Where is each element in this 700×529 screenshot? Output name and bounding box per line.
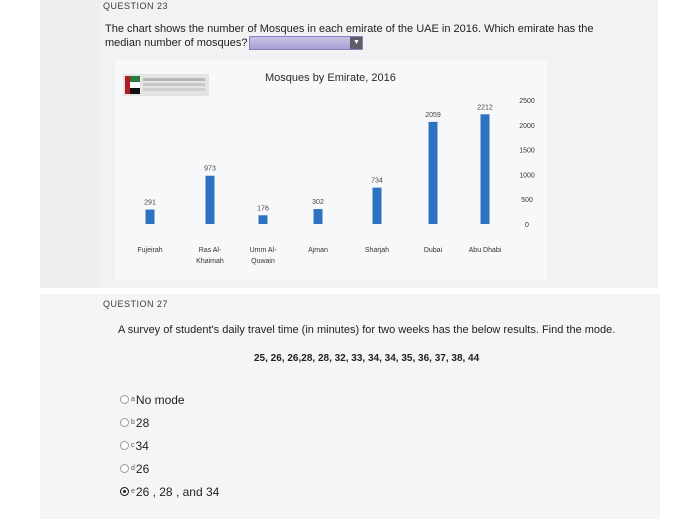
category-label: Abu Dhabi xyxy=(468,247,502,254)
y-tick-label: 1000 xyxy=(519,172,535,180)
bar-umm-al-quwain xyxy=(259,215,268,224)
option-text: 26 , 28 , and 34 xyxy=(135,484,220,499)
option-text: 26 xyxy=(135,461,150,476)
category-label: Quwain xyxy=(251,258,275,265)
page-margin xyxy=(0,0,40,529)
option-d[interactable] xyxy=(120,457,219,480)
option-b[interactable] xyxy=(120,411,219,434)
radio-button[interactable] xyxy=(120,395,129,404)
data-label: 973 xyxy=(204,165,216,173)
radio-button[interactable] xyxy=(120,441,129,450)
chart-plot xyxy=(115,60,547,280)
data-label: 176 xyxy=(257,205,269,213)
option-e[interactable] xyxy=(120,480,219,503)
radio-button[interactable] xyxy=(120,464,129,473)
bar-abu-dhabi xyxy=(481,114,490,224)
category-label: Khaimah xyxy=(196,258,224,265)
chevron-down-icon[interactable]: ▼ xyxy=(350,37,362,49)
question-23-label: QUESTION 23 xyxy=(103,1,169,11)
data-label: 2212 xyxy=(477,104,493,112)
data-label: 2059 xyxy=(425,111,441,119)
radio-button[interactable] xyxy=(120,487,129,496)
y-tick-label: 1500 xyxy=(519,147,535,155)
option-text: 34 xyxy=(135,438,149,453)
y-tick-label: 2000 xyxy=(519,122,535,130)
option-a[interactable] xyxy=(120,388,219,411)
option-letter: b xyxy=(131,419,135,426)
category-label: Sharjah xyxy=(364,247,390,254)
answer-dropdown[interactable] xyxy=(249,36,363,50)
radio-button[interactable] xyxy=(120,418,129,427)
y-tick-label: 500 xyxy=(521,197,533,205)
option-text: No mode xyxy=(135,392,185,407)
bar-dubai xyxy=(429,122,438,224)
bar-fujeirah xyxy=(146,210,155,224)
category-label: Fujeirah xyxy=(137,247,163,254)
data-label: 302 xyxy=(312,199,324,207)
category-label: Umm Al- xyxy=(249,247,277,254)
bar-ras-al-khaimah xyxy=(206,176,215,224)
answer-options xyxy=(120,388,219,503)
option-letter: d xyxy=(131,465,135,472)
option-letter: c xyxy=(131,442,135,449)
bar-ajman xyxy=(314,209,323,224)
y-tick-label: 0 xyxy=(525,222,529,229)
bar-sharjah xyxy=(373,188,382,224)
category-label: Dubai xyxy=(423,247,443,254)
option-letter: e xyxy=(131,488,135,495)
category-label: Ajman xyxy=(308,247,328,254)
question-27-label: QUESTION 27 xyxy=(103,299,169,309)
option-text: 28 xyxy=(135,415,150,430)
y-tick-label: 2500 xyxy=(519,98,535,105)
question-23-text xyxy=(105,22,625,50)
mosques-chart xyxy=(115,60,547,280)
data-label: 734 xyxy=(371,177,383,185)
page-bottom-margin xyxy=(0,519,700,529)
left-gutter xyxy=(40,0,100,294)
option-c[interactable] xyxy=(120,434,219,457)
question-23-prompt: The chart shows the number of Mosques in each emirate of the UAE in 2016. Which emirate has the median number of mosques? xyxy=(105,23,594,49)
question-27-text: A survey of student's daily travel time (in minutes) for two weeks has the below results. Find the mode. xyxy=(118,324,616,336)
option-letter: a xyxy=(131,396,135,403)
category-label: Ras Al- xyxy=(198,247,222,254)
chart-title: Mosques by Emirate, 2016 xyxy=(265,72,396,84)
data-sequence: 25, 26, 26,28, 28, 32, 33, 34, 34, 35, 36, 37, 38, 44 xyxy=(254,353,480,364)
data-label: 291 xyxy=(144,199,156,207)
